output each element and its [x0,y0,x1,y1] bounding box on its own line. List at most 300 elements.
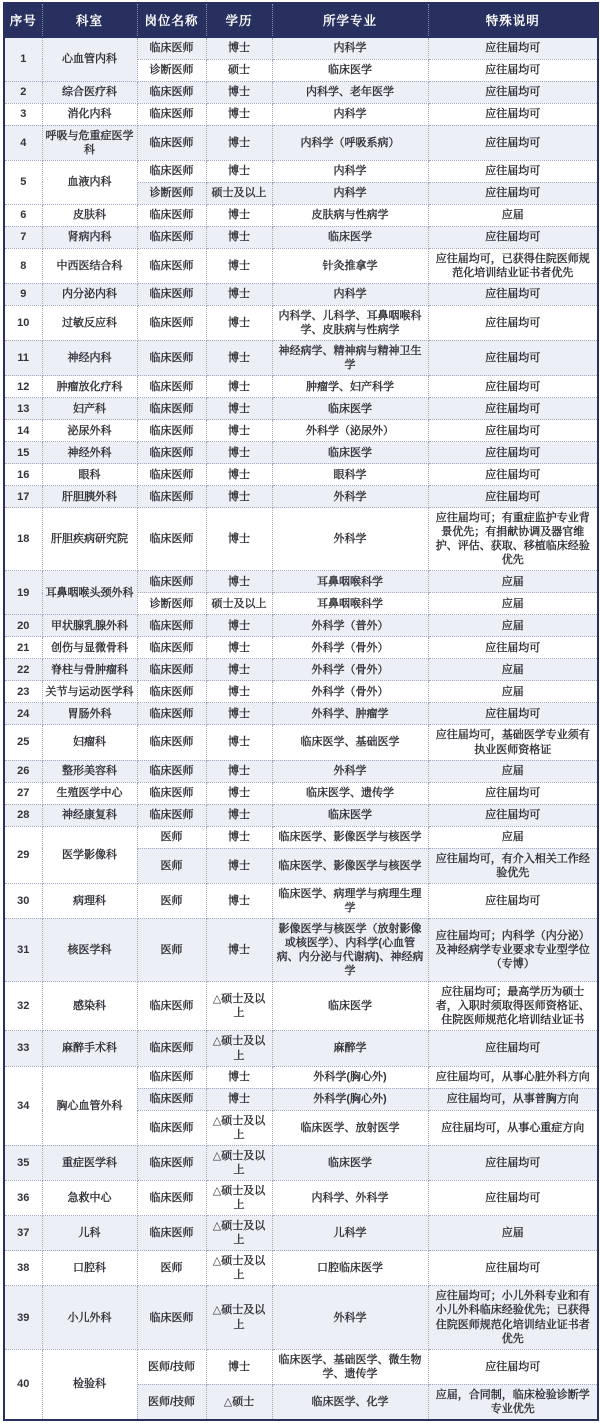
cell-department: 儿科 [42,1216,137,1251]
cell-row-number: 36 [4,1180,42,1215]
cell-department: 耳鼻咽喉头颈外科 [42,571,137,615]
cell-special-note: 应届 [428,659,598,681]
cell-degree: 博士 [206,1066,272,1088]
cell-degree: 博士 [206,637,272,659]
cell-position-title: 医师 [137,826,206,848]
cell-position-title: 临床医师 [137,804,206,826]
table-row [4,464,598,486]
cell-department: 过敏反应科 [42,305,137,340]
table-row [4,103,598,125]
cell-position-title: 临床医师 [137,725,206,760]
table-row [4,160,598,182]
cell-major: 临床医学 [272,59,428,81]
cell-special-note: 应届 [428,1216,598,1251]
cell-row-number: 4 [4,125,42,160]
cell-row-number: 8 [4,248,42,283]
cell-row-number: 35 [4,1145,42,1180]
cell-position-title: 临床医师 [137,615,206,637]
table-row [4,376,598,398]
cell-special-note: 应届 [428,615,598,637]
cell-degree: 博士 [206,725,272,760]
cell-special-note: 应届 [428,681,598,703]
table-row [4,883,598,918]
cell-department: 综合医疗科 [42,81,137,103]
cell-row-number: 39 [4,1286,42,1349]
cell-degree: 博士 [206,804,272,826]
cell-major: 临床医学、遗传学 [272,782,428,804]
cell-row-number: 1 [4,37,42,81]
cell-row-number: 18 [4,508,42,571]
cell-major: 外科学 [272,486,428,508]
table-row [4,226,598,248]
recruitment-table [3,2,599,1421]
cell-position-title: 临床医师 [137,1286,206,1349]
cell-row-number: 24 [4,703,42,725]
cell-row-number: 20 [4,615,42,637]
cell-position-title: 临床医师 [137,37,206,59]
cell-position-title: 临床医师 [137,340,206,375]
cell-degree: 博士 [206,848,272,883]
cell-department: 胸心血管外科 [42,1066,137,1145]
cell-position-title: 医师 [137,848,206,883]
cell-major: 影像医学与核医学（放射影像或核医学）、内科学(心血管病、内分泌与代谢病)、神经病学 [272,918,428,981]
cell-special-note: 应往届均可 [428,637,598,659]
cell-major: 外科学(胸心外) [272,1088,428,1110]
table-row [4,1349,598,1384]
cell-position-title: 临床医师 [137,681,206,703]
cell-department: 整形美容科 [42,760,137,782]
cell-major: 临床医学 [272,442,428,464]
cell-position-title: 临床医师 [137,204,206,226]
cell-special-note: 应往届均可；内科学（内分泌）及神经病学专业要求专业型学位（专博） [428,918,598,981]
cell-special-note: 应往届均可，有介入相关工作经验优先 [428,848,598,883]
cell-row-number: 37 [4,1216,42,1251]
cell-special-note: 应往届均可；最高学历为硕士者，入职时须取得医师资格证、住院医师规范化培训结业证书 [428,982,598,1031]
cell-row-number: 23 [4,681,42,703]
table-row [4,442,598,464]
cell-row-number: 29 [4,826,42,883]
cell-major: 内科学 [272,103,428,125]
cell-special-note: 应往届均可，已获得住院医师规范化培训结业证书者优先 [428,248,598,283]
cell-position-title: 医师 [137,918,206,981]
cell-special-note: 应往届均可，从事普胸方向 [428,1088,598,1110]
cell-special-note: 应往届均可 [428,442,598,464]
cell-special-note: 应往届均可 [428,703,598,725]
cell-department: 甲状腺乳腺外科 [42,615,137,637]
cell-position-title: 临床医师 [137,305,206,340]
cell-row-number: 10 [4,305,42,340]
cell-position-title: 临床医师 [137,1088,206,1110]
column-header-dept: 科室 [42,3,137,37]
cell-special-note: 应往届均可 [428,182,598,204]
cell-department: 脊柱与骨肿瘤科 [42,659,137,681]
cell-special-note: 应往届均可 [428,1031,598,1066]
cell-special-note: 应往届均可 [428,103,598,125]
table-row [4,283,598,305]
cell-position-title: 临床医师 [137,125,206,160]
cell-row-number: 40 [4,1349,42,1420]
cell-position-title: 临床医师 [137,1031,206,1066]
table-row [4,1145,598,1180]
cell-major: 临床医学、化学 [272,1384,428,1420]
cell-row-number: 9 [4,283,42,305]
cell-row-number: 16 [4,464,42,486]
table-row [4,826,598,848]
cell-position-title: 临床医师 [137,760,206,782]
table-row [4,398,598,420]
cell-department: 神经康复科 [42,804,137,826]
cell-degree: △硕士及以上 [206,1251,272,1286]
cell-major: 耳鼻咽喉科学 [272,593,428,615]
table-row [4,486,598,508]
cell-department: 内分泌内科 [42,283,137,305]
cell-special-note: 应往届均可 [428,464,598,486]
cell-department: 呼吸与危重症医学科 [42,125,137,160]
table-row [4,508,598,571]
cell-department: 小儿外科 [42,1286,137,1349]
table-row [4,782,598,804]
cell-major: 内科学 [272,160,428,182]
cell-position-title: 临床医师 [137,248,206,283]
table-row [4,1286,598,1349]
cell-degree: 博士 [206,160,272,182]
cell-major: 神经病学、精神病与精神卫生学 [272,340,428,375]
cell-department: 肿瘤放化疗科 [42,376,137,398]
cell-special-note: 应往届均可 [428,160,598,182]
cell-row-number: 33 [4,1031,42,1066]
cell-degree: 博士 [206,1349,272,1384]
cell-special-note: 应往届均可 [428,804,598,826]
cell-department: 妇瘤科 [42,725,137,760]
cell-degree: 博士 [206,703,272,725]
cell-degree: 博士 [206,248,272,283]
cell-position-title: 临床医师 [137,442,206,464]
column-header-no: 序号 [4,3,42,37]
cell-special-note: 应往届均可 [428,81,598,103]
cell-special-note: 应往届均可 [428,305,598,340]
cell-department: 重症医学科 [42,1145,137,1180]
cell-row-number: 38 [4,1251,42,1286]
cell-special-note: 应届 [428,593,598,615]
cell-degree: 博士 [206,305,272,340]
table-row [4,703,598,725]
table-row [4,659,598,681]
cell-position-title: 临床医师 [137,420,206,442]
cell-degree: △硕士及以上 [206,1180,272,1215]
cell-row-number: 14 [4,420,42,442]
cell-major: 临床医学 [272,982,428,1031]
cell-degree: 硕士及以上 [206,593,272,615]
cell-row-number: 32 [4,982,42,1031]
cell-degree: 博士 [206,464,272,486]
cell-position-title: 临床医师 [137,486,206,508]
cell-row-number: 13 [4,398,42,420]
cell-special-note: 应往届均可 [428,340,598,375]
cell-degree: 博士 [206,420,272,442]
cell-degree: 博士 [206,340,272,375]
cell-row-number: 27 [4,782,42,804]
table-row [4,760,598,782]
cell-degree: 博士 [206,376,272,398]
cell-degree: △硕士及以上 [206,1286,272,1349]
table-row [4,305,598,340]
cell-special-note: 应往届均可 [428,782,598,804]
cell-department: 肝胆胰外科 [42,486,137,508]
cell-major: 针灸推拿学 [272,248,428,283]
cell-major: 内科学 [272,283,428,305]
cell-major: 临床医学、放射医学 [272,1110,428,1145]
column-header-major: 所学专业 [272,3,428,37]
cell-row-number: 34 [4,1066,42,1145]
cell-row-number: 2 [4,81,42,103]
cell-special-note: 应往届均可；小儿外科专业和有小儿外科临床经验优先；已获得住院医师规范化培训结业证书者优先 [428,1286,598,1349]
cell-position-title: 临床医师 [137,508,206,571]
cell-special-note: 应往届均可，从事心脏外科方向 [428,1066,598,1088]
cell-department: 生殖医学中心 [42,782,137,804]
cell-row-number: 19 [4,571,42,615]
cell-special-note: 应往届均可 [428,420,598,442]
cell-special-note: 应往届均可 [428,226,598,248]
cell-degree: 硕士 [206,59,272,81]
cell-major: 内科学 [272,182,428,204]
cell-major: 临床医学、影像医学与核医学 [272,848,428,883]
cell-row-number: 6 [4,204,42,226]
cell-degree: 博士 [206,883,272,918]
table-row [4,248,598,283]
cell-major: 外科学、肿瘤学 [272,703,428,725]
table-row [4,1180,598,1215]
cell-special-note: 应往届均可 [428,1180,598,1215]
cell-degree: △硕士及以上 [206,1216,272,1251]
cell-row-number: 15 [4,442,42,464]
cell-row-number: 3 [4,103,42,125]
cell-major: 临床医学、病理学与病理生理学 [272,883,428,918]
cell-position-title: 临床医师 [137,571,206,593]
cell-degree: 博士 [206,615,272,637]
cell-special-note: 应往届均可，从事心重症方向 [428,1110,598,1145]
cell-department: 泌尿外科 [42,420,137,442]
cell-position-title: 临床医师 [137,1110,206,1145]
cell-position-title: 临床医师 [137,283,206,305]
cell-department: 消化内科 [42,103,137,125]
cell-special-note: 应届 [428,571,598,593]
cell-degree: △硕士 [206,1384,272,1420]
cell-department: 皮肤科 [42,204,137,226]
cell-department: 创伤与显微骨科 [42,637,137,659]
cell-degree: 博士 [206,283,272,305]
cell-department: 肝胆疾病研究院 [42,508,137,571]
cell-position-title: 临床医师 [137,160,206,182]
cell-department: 心血管内科 [42,37,137,81]
cell-position-title: 临床医师 [137,103,206,125]
cell-special-note: 应往届均可 [428,376,598,398]
cell-degree: 博士 [206,226,272,248]
cell-special-note: 应往届均可 [428,283,598,305]
cell-department: 病理科 [42,883,137,918]
cell-major: 内科学 [272,37,428,59]
cell-position-title: 临床医师 [137,1180,206,1215]
cell-department: 妇产科 [42,398,137,420]
cell-major: 临床医学 [272,226,428,248]
table-body [4,37,598,1420]
table-row [4,204,598,226]
cell-degree: 博士 [206,681,272,703]
table-row [4,81,598,103]
cell-major: 口腔临床医学 [272,1251,428,1286]
cell-position-title: 临床医师 [137,81,206,103]
cell-department: 检验科 [42,1349,137,1420]
table-row [4,340,598,375]
cell-major: 临床医学、影像医学与核医学 [272,826,428,848]
cell-degree: 博士 [206,398,272,420]
cell-department: 感染科 [42,982,137,1031]
cell-special-note: 应往届均可 [428,1349,598,1384]
cell-degree: 博士 [206,659,272,681]
cell-major: 外科学 [272,760,428,782]
column-header-degree: 学历 [206,3,272,37]
cell-position-title: 医师 [137,883,206,918]
cell-degree: 硕士及以上 [206,182,272,204]
cell-major: 内科学、外科学 [272,1180,428,1215]
cell-degree: 博士 [206,37,272,59]
column-header-title: 岗位名称 [137,3,206,37]
cell-degree: 博士 [206,508,272,571]
cell-position-title: 临床医师 [137,637,206,659]
cell-row-number: 12 [4,376,42,398]
cell-special-note: 应往届均可 [428,1251,598,1286]
cell-degree: 博士 [206,204,272,226]
table-row [4,1251,598,1286]
cell-major: 内科学、儿科学、耳鼻咽喉科学、皮肤病与性病学 [272,305,428,340]
cell-position-title: 临床医师 [137,703,206,725]
cell-position-title: 临床医师 [137,1066,206,1088]
cell-position-title: 医师/技师 [137,1384,206,1420]
cell-position-title: 临床医师 [137,376,206,398]
cell-position-title: 临床医师 [137,226,206,248]
cell-major: 肿瘤学、妇产科学 [272,376,428,398]
cell-row-number: 31 [4,918,42,981]
cell-department: 核医学科 [42,918,137,981]
header-row [4,3,598,37]
cell-major: 耳鼻咽喉科学 [272,571,428,593]
cell-major: 外科学 [272,508,428,571]
table-row [4,804,598,826]
cell-degree: 博士 [206,486,272,508]
table-row [4,637,598,659]
cell-degree: 博士 [206,826,272,848]
cell-position-title: 临床医师 [137,1145,206,1180]
cell-special-note: 应届 [428,826,598,848]
cell-major: 外科学 [272,1286,428,1349]
cell-major: 眼科学 [272,464,428,486]
cell-row-number: 28 [4,804,42,826]
cell-major: 外科学（骨外） [272,659,428,681]
cell-degree: 博士 [206,103,272,125]
cell-major: 外科学（普外） [272,615,428,637]
cell-major: 临床医学、基础医学、微生物学、遗传学 [272,1349,428,1384]
cell-major: 内科学（呼吸系病） [272,125,428,160]
cell-department: 麻醉手术科 [42,1031,137,1066]
cell-department: 口腔科 [42,1251,137,1286]
cell-special-note: 应往届均可 [428,883,598,918]
cell-row-number: 26 [4,760,42,782]
cell-major: 临床医学、基础医学 [272,725,428,760]
table-row [4,982,598,1031]
table-row [4,918,598,981]
cell-major: 麻醉学 [272,1031,428,1066]
cell-degree: 博士 [206,760,272,782]
cell-department: 眼科 [42,464,137,486]
cell-row-number: 5 [4,160,42,204]
cell-department: 神经内科 [42,340,137,375]
cell-major: 外科学（泌尿外） [272,420,428,442]
table-row [4,571,598,593]
table-row [4,681,598,703]
cell-major: 皮肤病与性病学 [272,204,428,226]
cell-department: 神经外科 [42,442,137,464]
table-row [4,1066,598,1088]
cell-degree: △硕士及以上 [206,1031,272,1066]
table-row [4,125,598,160]
cell-position-title: 临床医师 [137,659,206,681]
cell-major: 儿科学 [272,1216,428,1251]
cell-degree: 博士 [206,918,272,981]
cell-major: 外科学（骨外） [272,637,428,659]
cell-special-note: 应往届均可 [428,486,598,508]
cell-degree: △硕士及以上 [206,1145,272,1180]
cell-degree: △硕士及以上 [206,982,272,1031]
cell-position-title: 医师/技师 [137,1349,206,1384]
table-row [4,725,598,760]
cell-special-note: 应往届均可 [428,1145,598,1180]
cell-position-title: 临床医师 [137,782,206,804]
cell-position-title: 诊断医师 [137,593,206,615]
cell-major: 内科学、老年医学 [272,81,428,103]
cell-major: 临床医学 [272,804,428,826]
cell-special-note: 应届 [428,204,598,226]
cell-department: 血液内科 [42,160,137,204]
cell-position-title: 临床医师 [137,398,206,420]
cell-major: 临床医学 [272,398,428,420]
cell-degree: 博士 [206,1088,272,1110]
cell-major: 临床医学 [272,1145,428,1180]
cell-special-note: 应往届均可；有重症监护专业背景优先；有捐献协调及器官维护、评估、获取、移植临床经验优先 [428,508,598,571]
cell-degree: 博士 [206,81,272,103]
cell-department: 急救中心 [42,1180,137,1215]
cell-department: 关节与运动医学科 [42,681,137,703]
cell-position-title: 临床医师 [137,464,206,486]
cell-degree: 博士 [206,125,272,160]
cell-degree: 博士 [206,782,272,804]
table-row [4,615,598,637]
cell-position-title: 诊断医师 [137,182,206,204]
cell-major: 外科学(胸心外) [272,1066,428,1088]
cell-row-number: 25 [4,725,42,760]
table-row [4,1216,598,1251]
cell-row-number: 22 [4,659,42,681]
table-header [4,3,598,37]
cell-row-number: 17 [4,486,42,508]
cell-special-note: 应往届均可 [428,37,598,59]
cell-special-note: 应往届均可，基础医学专业须有执业医师资格证 [428,725,598,760]
cell-special-note: 应届 [428,760,598,782]
cell-department: 胃肠外科 [42,703,137,725]
cell-major: 外科学（骨外） [272,681,428,703]
cell-special-note: 应届，合同制，临床检验诊断学专业优先 [428,1384,598,1420]
table-row [4,37,598,59]
cell-department: 肾病内科 [42,226,137,248]
cell-special-note: 应往届均可 [428,59,598,81]
